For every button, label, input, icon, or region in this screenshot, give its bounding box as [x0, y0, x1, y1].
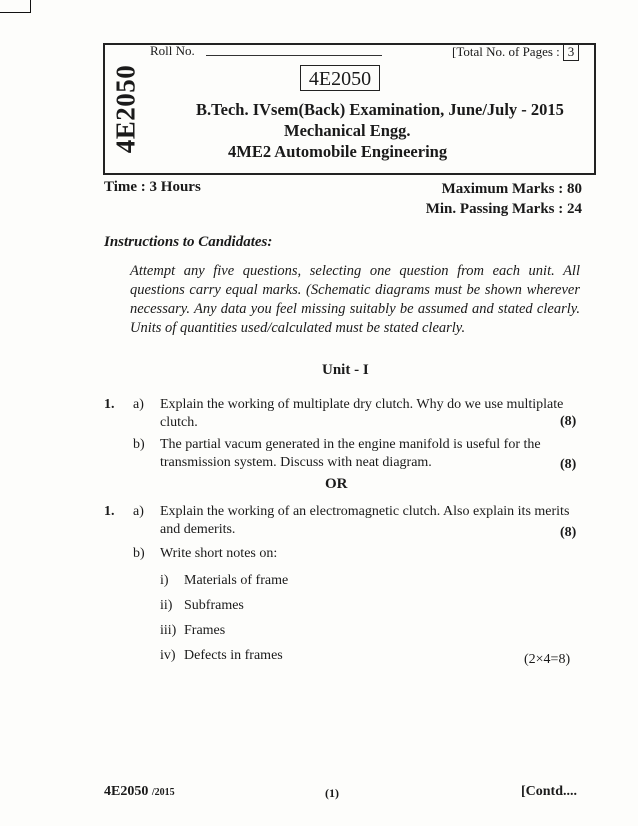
total-pages: [Total No. of Pages : 3 [452, 43, 579, 61]
list-item-number: i) [160, 573, 169, 588]
min-marks: Min. Passing Marks : 24 [425, 201, 582, 217]
roll-no-line [206, 55, 382, 56]
footer-code: 4E2050 /2015 [104, 784, 175, 799]
instructions-body: Attempt any five questions, selecting one question from each unit. All questions carry equal marks. (Schematic diagrams must be shown wherever necessary. Any data you feel missing suitably be assumed and stated clearly. Units of quantities used/calculated must be stated clearly. [130, 263, 580, 336]
footer-page-number: (1) [325, 786, 339, 800]
list-item-number: ii) [160, 598, 173, 613]
q1alt-a-text: Explain the working of an electromagnetic clutch. Also explain its merits and demerits. [160, 504, 570, 537]
branch-name: Mechanical Engg. [284, 121, 411, 140]
q1b-marks: (8) [560, 457, 577, 472]
list-item-number: iii) [160, 623, 177, 638]
roll-no-label: Roll No. [150, 43, 195, 58]
q1a-marks: (8) [560, 414, 577, 429]
q1a-text: Explain the working of multiplate dry clutch. Why do we use multiplate clutch. [160, 397, 564, 430]
q1b-text: The partial vacum generated in the engine manifold is useful for the transmission system. Discuss with neat diagram. [160, 437, 541, 470]
list-item-text: Frames [184, 623, 226, 638]
footer-contd: [Contd.... [521, 784, 578, 799]
subject-name: 4ME2 Automobile Engineering [228, 142, 448, 161]
q1alt-b-marks: (2×4=8) [524, 652, 571, 667]
page-corner-mark [0, 0, 31, 13]
exam-title: B.Tech. IVsem(Back) Examination, June/July - 2015 [196, 100, 564, 119]
list-item-number: iv) [160, 648, 176, 663]
max-marks: Maximum Marks : 80 [441, 181, 582, 197]
q1alt-number: 1. [104, 504, 115, 519]
unit-title: Unit - I [322, 362, 369, 378]
q1alt-b-label: b) [133, 546, 145, 561]
list-item-text: Materials of frame [184, 573, 289, 588]
q1alt-b-text: Write short notes on: [160, 546, 278, 561]
or-separator: OR [325, 476, 348, 492]
q1alt-a-marks: (8) [560, 525, 577, 540]
total-pages-value: 3 [563, 43, 580, 61]
q1a-label: a) [133, 397, 144, 412]
list-item-text: Subframes [184, 598, 244, 613]
paper-code-box: 4E2050 [300, 65, 380, 91]
q1alt-a-label: a) [133, 504, 144, 519]
q1-number: 1. [104, 397, 115, 412]
side-paper-code: 4E2050 [110, 64, 141, 154]
instructions-heading: Instructions to Candidates: [104, 234, 273, 250]
list-item-text: Defects in frames [184, 648, 283, 663]
time-label: Time : 3 Hours [104, 179, 201, 195]
q1b-label: b) [133, 437, 145, 452]
